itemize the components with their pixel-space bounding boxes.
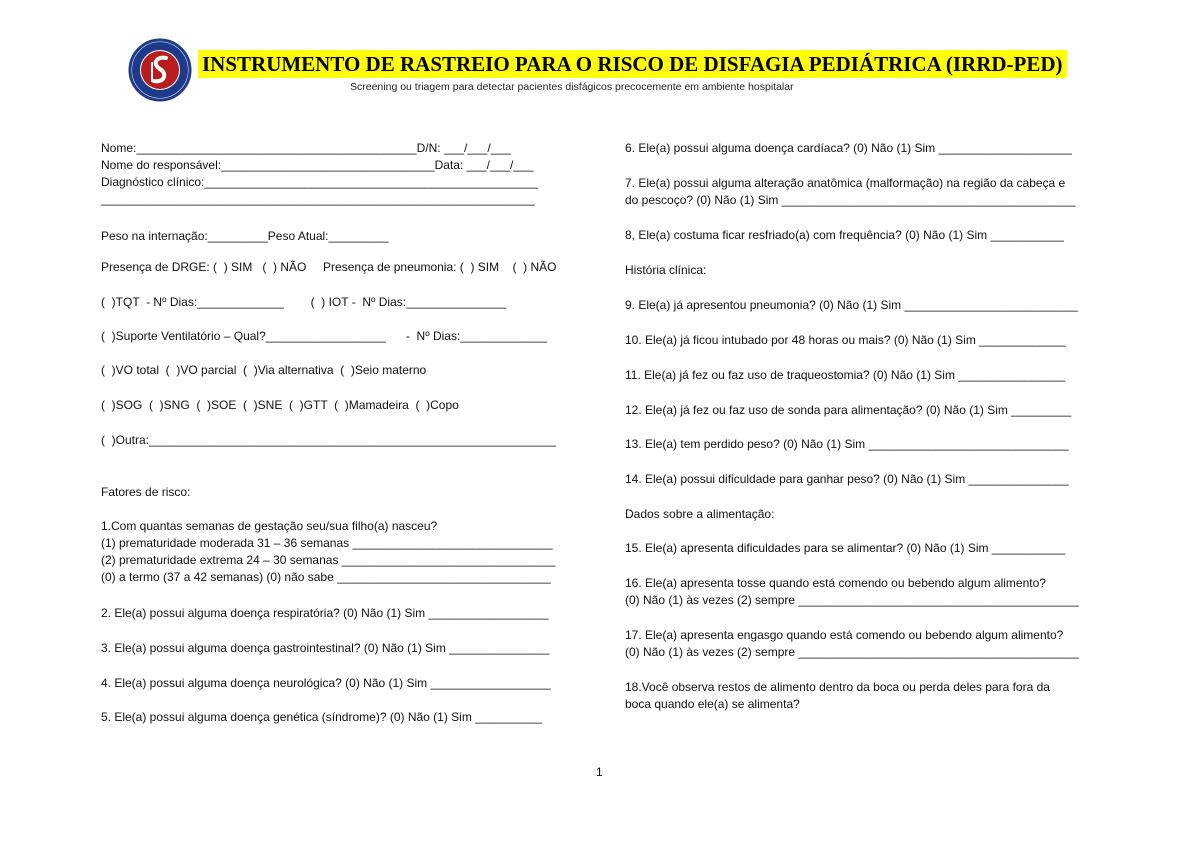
question-1: 1.Com quantas semanas de gestação seu/sua filho(a) nasceu? — [101, 519, 438, 533]
weight-field[interactable]: Peso na internação:_________Peso Atual:_________ — [101, 229, 389, 243]
guardian-field[interactable]: Nome do responsável:________________________________Data: ___/___/___ — [101, 158, 534, 172]
question-1-option-b[interactable]: (2) prematuridade extrema 24 – 30 semanas ________________________________ — [101, 553, 556, 567]
question-10[interactable]: 10. Ele(a) já ficou intubado por 48 horas ou mais? (0) Não (1) Sim _____________ — [625, 333, 1066, 347]
document-title: INSTRUMENTO DE RASTREIO PARA O RISCO DE DISFAGIA PEDIÁTRICA (IRRD-PED) — [198, 50, 1067, 78]
question-6[interactable]: 6. Ele(a) possui alguma doença cardíaca? (0) Não (1) Sim ____________________ — [625, 141, 1072, 155]
other-field[interactable]: ( )Outra:_____________________________________________________________ — [101, 433, 557, 447]
question-7: 7. Ele(a) possui alguma alteração anatômica (malformação) na região da cabeça e — [625, 176, 1066, 190]
question-8[interactable]: 8, Ele(a) costuma ficar resfriado(a) com frequência? (0) Não (1) Sim ___________ — [625, 228, 1064, 242]
question-15[interactable]: 15. Ele(a) apresenta dificuldades para se alimentar? (0) Não (1) Sim ___________ — [625, 541, 1066, 555]
question-11[interactable]: 11. Ele(a) já fez ou faz uso de traqueostomia? (0) Não (1) Sim ________________ — [625, 368, 1066, 382]
question-1-option-a[interactable]: (1) prematuridade moderada 31 – 36 semanas ______________________________ — [101, 536, 553, 550]
question-16-options[interactable]: (0) Não (1) às vezes (2) sempre __________________________________________ — [625, 593, 1079, 607]
question-17-options[interactable]: (0) Não (1) às vezes (2) sempre __________________________________________ — [625, 645, 1079, 659]
question-13[interactable]: 13. Ele(a) tem perdido peso? (0) Não (1) Sim ______________________________ — [625, 437, 1069, 451]
feeding-data-heading: Dados sobre a alimentação: — [625, 507, 775, 521]
question-7-continued[interactable]: do pescoço? (0) Não (1) Sim ____________________________________________ — [625, 193, 1076, 207]
question-12[interactable]: 12. Ele(a) já fez ou faz uso de sonda para alimentação? (0) Não (1) Sim _________ — [625, 403, 1072, 417]
question-5[interactable]: 5. Ele(a) possui alguma doença genética (síndrome)? (0) Não (1) Sim __________ — [101, 710, 542, 724]
tqt-iot-field[interactable]: ( )TQT - Nº Dias:_____________ ( ) IOT - Nº Dias:_______________ — [101, 295, 507, 309]
question-16: 16. Ele(a) apresenta tosse quando está comendo ou bebendo algum alimento? — [625, 576, 1046, 590]
drge-pneumonia-field[interactable]: Presença de DRGE: ( ) SIM ( ) NÃO Presença de pneumonia: ( ) SIM ( ) NÃO — [101, 260, 557, 274]
question-14[interactable]: 14. Ele(a) possui dificuldade para ganhar peso? (0) Não (1) Sim _______________ — [625, 472, 1069, 486]
fonoaudiologia-logo-icon — [128, 38, 192, 102]
question-4[interactable]: 4. Ele(a) possui alguma doença neurológica? (0) Não (1) Sim __________________ — [101, 676, 551, 690]
ventilatory-support-field[interactable]: ( )Suporte Ventilatório – Qual?__________________ - Nº Dias:_____________ — [101, 329, 548, 343]
question-1-option-c[interactable]: (0) a termo (37 a 42 semanas) (0) não sabe ________________________________ — [101, 570, 551, 584]
document-subtitle: Screening ou triagem para detectar pacientes disfágicos precocemente em ambiente hospitalar — [350, 81, 794, 93]
clinical-history-heading: História clínica: — [625, 263, 707, 277]
question-9[interactable]: 9. Ele(a) já apresentou pneumonia? (0) Não (1) Sim __________________________ — [625, 298, 1078, 312]
question-18: 18.Você observa restos de alimento dentro da boca ou perda deles para fora da — [625, 680, 1050, 694]
question-18-continued: boca quando ele(a) se alimenta? — [625, 697, 800, 711]
feeding-route-field[interactable]: ( )VO total ( )VO parcial ( )Via alternativa ( )Seio materno — [101, 363, 427, 377]
diagnosis-field-continued[interactable]: _________________________________________________________________ — [101, 192, 535, 206]
name-field[interactable]: Nome:__________________________________________D/N: ___/___/___ — [101, 141, 511, 155]
tube-type-field[interactable]: ( )SOG ( )SNG ( )SOE ( )SNE ( )GTT ( )Mamadeira ( )Copo — [101, 398, 459, 412]
question-17: 17. Ele(a) apresenta engasgo quando está comendo ou bebendo algum alimento? — [625, 628, 1064, 642]
risk-factors-heading: Fatores de risco: — [101, 485, 191, 499]
diagnosis-field[interactable]: Diagnóstico clínico:__________________________________________________ — [101, 175, 539, 189]
page-number: 1 — [596, 765, 603, 779]
question-3[interactable]: 3. Ele(a) possui alguma doença gastrointestinal? (0) Não (1) Sim _______________ — [101, 641, 550, 655]
question-2[interactable]: 2. Ele(a) possui alguma doença respiratória? (0) Não (1) Sim __________________ — [101, 606, 549, 620]
